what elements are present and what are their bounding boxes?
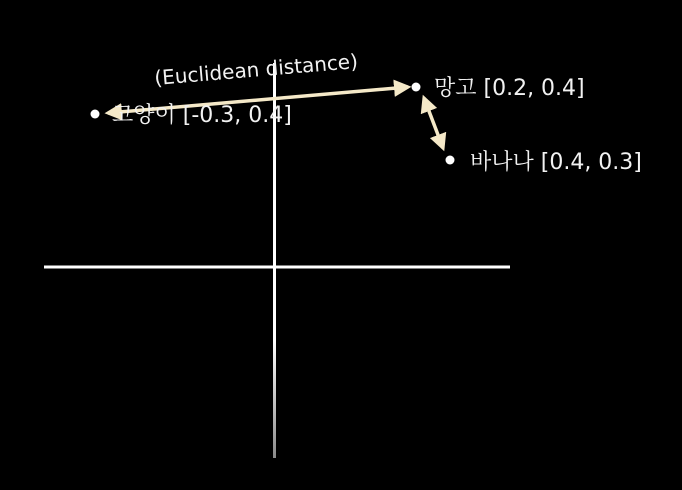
point-cat	[91, 110, 100, 119]
distance-label: (Euclidean distance)	[153, 48, 359, 90]
point-label-cat: 고양이 [-0.3, 0.4]	[112, 103, 292, 128]
point-mango	[412, 83, 421, 92]
point-label-banana: 바나나 [0.4, 0.3]	[470, 150, 642, 175]
distance-arrow-mango-banana	[424, 98, 443, 148]
point-banana	[446, 156, 455, 165]
point-label-mango: 망고 [0.2, 0.4]	[434, 76, 585, 101]
